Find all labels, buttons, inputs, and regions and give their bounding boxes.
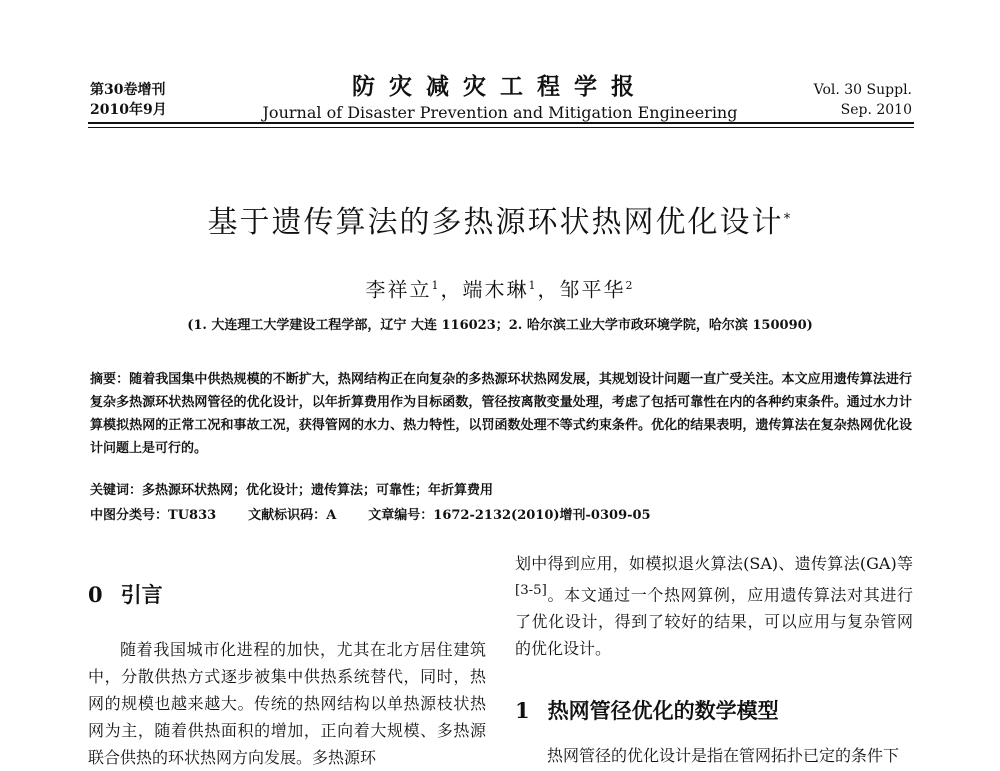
header-rule-thin bbox=[88, 127, 914, 128]
author-separator: ， bbox=[537, 277, 560, 302]
body-paragraph: 热网管径的优化设计是指在管网拓扑已定的条件下 bbox=[547, 746, 900, 766]
volume-label: 第30卷增刊 bbox=[90, 82, 166, 98]
date-en: Sep. 2010 bbox=[840, 102, 912, 118]
keywords-text: 多热源环状热网；优化设计；遗传算法；可靠性；年折算费用 bbox=[142, 483, 494, 498]
article-number-value: 1672-2132(2010)增刊-0309-05 bbox=[433, 508, 651, 523]
author-name: 邹平华 bbox=[559, 277, 626, 302]
body-paragraph: 随着我国城市化进程的加快，尤其在北方居住建筑中，分散供热方式逐步被集中供热系统替代，同时，热网的规模也越来越大。传统的热网结构以单热源枝状热网为主，随着供热面积的增加，正向着大规模、多热源联合供热的环状热网方向发展。多热源环 bbox=[88, 640, 486, 767]
author-name: 端木琳 bbox=[462, 277, 529, 302]
header-vol-info-en bbox=[814, 80, 912, 120]
affiliations: (1. 大连理工大学建设工程学部，辽宁 大连 116023；2. 哈尔滨工业大学市政环境学院，哈尔滨 150090) bbox=[187, 318, 813, 333]
section-heading bbox=[88, 580, 486, 610]
paragraph-text: 划中得到应用，如模拟退火算法(SA)、遗传算法(GA)等 bbox=[515, 554, 913, 573]
section-title: 热网管径优化的数学模型 bbox=[547, 699, 779, 724]
section-number: 0 bbox=[88, 582, 103, 607]
author-separator: ， bbox=[440, 277, 463, 302]
keywords-label: 关键词： bbox=[90, 483, 143, 498]
section-number: 1 bbox=[515, 698, 530, 724]
article-number-label: 文章编号： bbox=[368, 508, 434, 523]
author-list bbox=[0, 272, 1000, 304]
volume-en: Vol. 30 Suppl. bbox=[813, 82, 912, 98]
doc-code-label: 文献标识码： bbox=[248, 508, 327, 523]
body-paragraph bbox=[515, 550, 913, 662]
right-column bbox=[515, 550, 913, 769]
left-column bbox=[88, 580, 486, 771]
section-title: 引言 bbox=[120, 583, 163, 607]
citation: [3-5] bbox=[515, 583, 547, 598]
header-rule-thick bbox=[88, 122, 914, 124]
abstract-label: 摘要： bbox=[90, 372, 130, 387]
date-cn: 2010年9月 bbox=[90, 102, 167, 118]
keywords bbox=[90, 481, 912, 501]
author-affil-mark: 1 bbox=[528, 279, 538, 292]
journal-title-cn: 防灾减灾工程学报 bbox=[352, 73, 648, 100]
author-affil-mark: 1 bbox=[431, 279, 441, 292]
abstract bbox=[90, 368, 912, 460]
classification-line bbox=[90, 506, 912, 526]
article-title bbox=[0, 200, 1000, 246]
abstract-text: 随着我国集中供热规模的不断扩大，热网结构正在向复杂的多热源环状热网发展，其规划设计问题一直广受关注。本文应用遗传算法进行复杂多热源环状热网管径的优化设计，以年折算费用作为目标函数，管径按离散变量处理，考虑了包括可靠性在内的各种约束条件。通过水力计算模拟热网的正常工况和事故工况，获得管网的水力、热力特性，以罚函数处理不等式约束条件。优化的结果表明，遗传算法在复杂热网优化设计问题上是可行的。 bbox=[90, 372, 912, 456]
paragraph-text: 。本文通过一个热网算例，应用遗传算法对其进行了优化设计，得到了较好的结果，可以应用与复杂管网的优化设计。 bbox=[515, 585, 913, 659]
doc-code-value: A bbox=[326, 508, 337, 523]
clc-value: TU833 bbox=[168, 508, 217, 523]
title-text: 基于遗传算法的多热源环状热网优化设计 bbox=[207, 205, 784, 240]
journal-title-en: Journal of Disaster Prevention and Mitigation Engineering bbox=[262, 103, 738, 122]
title-footnote-mark: * bbox=[783, 211, 793, 227]
author-name: 李祥立 bbox=[365, 277, 432, 302]
section-heading bbox=[515, 696, 913, 726]
author-affil-mark: 2 bbox=[625, 279, 635, 292]
clc-label: 中图分类号： bbox=[90, 508, 169, 523]
